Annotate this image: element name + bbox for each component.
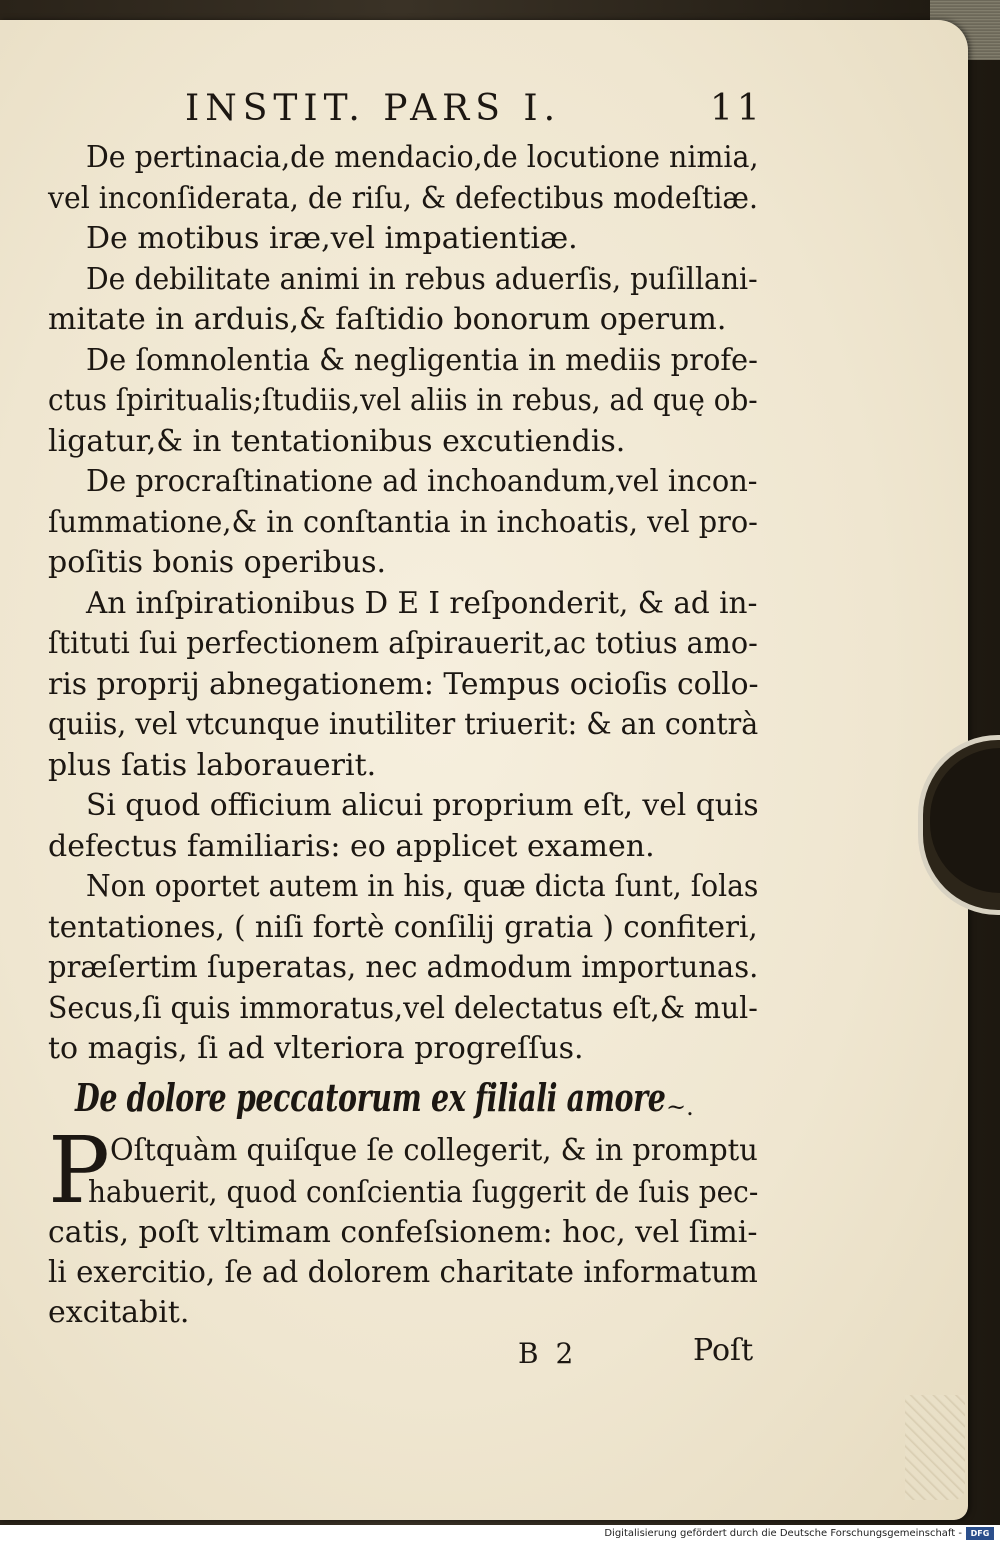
- dfg-logo: DFG: [966, 1527, 994, 1540]
- body-line: ſtituti ſui perfectionem aſpirauerit,ac totius amo-: [48, 626, 758, 661]
- body-line: An inſpirationibus D E I reſponderit, & ad in-: [86, 585, 758, 621]
- body-line: to magis, ſi ad vlteriora progreſſus.: [48, 1031, 584, 1066]
- heading-flourish: ~.: [666, 1093, 694, 1121]
- body-line: quiis, vel vtcunque inutiliter triuerit: & an contrà: [48, 707, 759, 742]
- body-line: Si quod officium alicui proprium eſt, vel quis: [86, 788, 759, 823]
- paragraph-line: excitabit.: [48, 1295, 190, 1330]
- body-line: Secus,ſi quis immoratus,vel delectatus eſt,& mul-: [48, 990, 758, 1026]
- paragraph-line: catis, poſt vltimam confeſsionem: hoc, vel ſimi-: [48, 1215, 758, 1250]
- body-line: De procraſtinatione ad inchoandum,vel incon-: [86, 464, 758, 499]
- catchword: Poſt: [693, 1333, 754, 1368]
- body-line: ſummatione,& in conſtantia in inchoatis, vel pro-: [48, 504, 758, 540]
- body-line: ris proprij abnegationem: Tempus ocioſis collo-: [48, 666, 759, 702]
- signature-mark: B 2: [518, 1337, 578, 1370]
- page-corner-fold: [905, 1395, 965, 1500]
- body-line: De ſomnolentia & negligentia in mediis profe-: [86, 342, 758, 378]
- body-line: defectus familiaris: eo applicet examen.: [48, 828, 655, 864]
- body-line: ligatur,& in tentationibus excutiendis.: [48, 423, 626, 459]
- section-heading: De dolore peccatorum ex filiali amore: [75, 1075, 666, 1120]
- body-line: tentationes, ( niſi fortè conſilij gratia ) confiteri,: [48, 909, 758, 945]
- body-line: De debilitate animi in rebus aduerſis, puſillani-: [86, 261, 758, 297]
- body-line: De pertinacia,de mendacio,de locutione nimia,: [86, 140, 759, 175]
- body-line: vel inconſiderata, de riſu, & defectibus modeſtiæ.: [48, 180, 758, 216]
- drop-cap: P: [48, 1117, 110, 1224]
- page-number: 11: [710, 88, 764, 129]
- body-line: præſertim ſuperatas, nec admodum importunas.: [48, 950, 759, 985]
- body-line: plus ſatis laborauerit.: [48, 747, 377, 783]
- body-line: poſitis bonis operibus.: [48, 545, 387, 580]
- paragraph-first-line: Oſtquàm quiſque ſe collegerit, & in promptu: [110, 1133, 758, 1168]
- body-line: De motibus iræ,vel impatientiæ.: [86, 221, 578, 256]
- body-line: mitate in arduis,& faſtidio bonorum operum.: [48, 302, 727, 337]
- running-head: INSTIT. PARS I.: [185, 88, 562, 129]
- body-line: ctus ſpiritualis;ſtudiis,vel aliis in rebus, ad quę ob-: [48, 383, 758, 418]
- paragraph-line: habuerit, quod conſcientia ſuggerit de ſuis pec-: [88, 1175, 759, 1210]
- paragraph-line: li exercitio, ſe ad dolorem charitate informatum: [48, 1255, 758, 1290]
- body-line: Non oportet autem in his, quæ dicta ſunt, ſolas: [86, 869, 759, 904]
- footer-credit: Digitalisierung gefördert durch die Deutsche Forschungsgemeinschaft -: [604, 1528, 962, 1539]
